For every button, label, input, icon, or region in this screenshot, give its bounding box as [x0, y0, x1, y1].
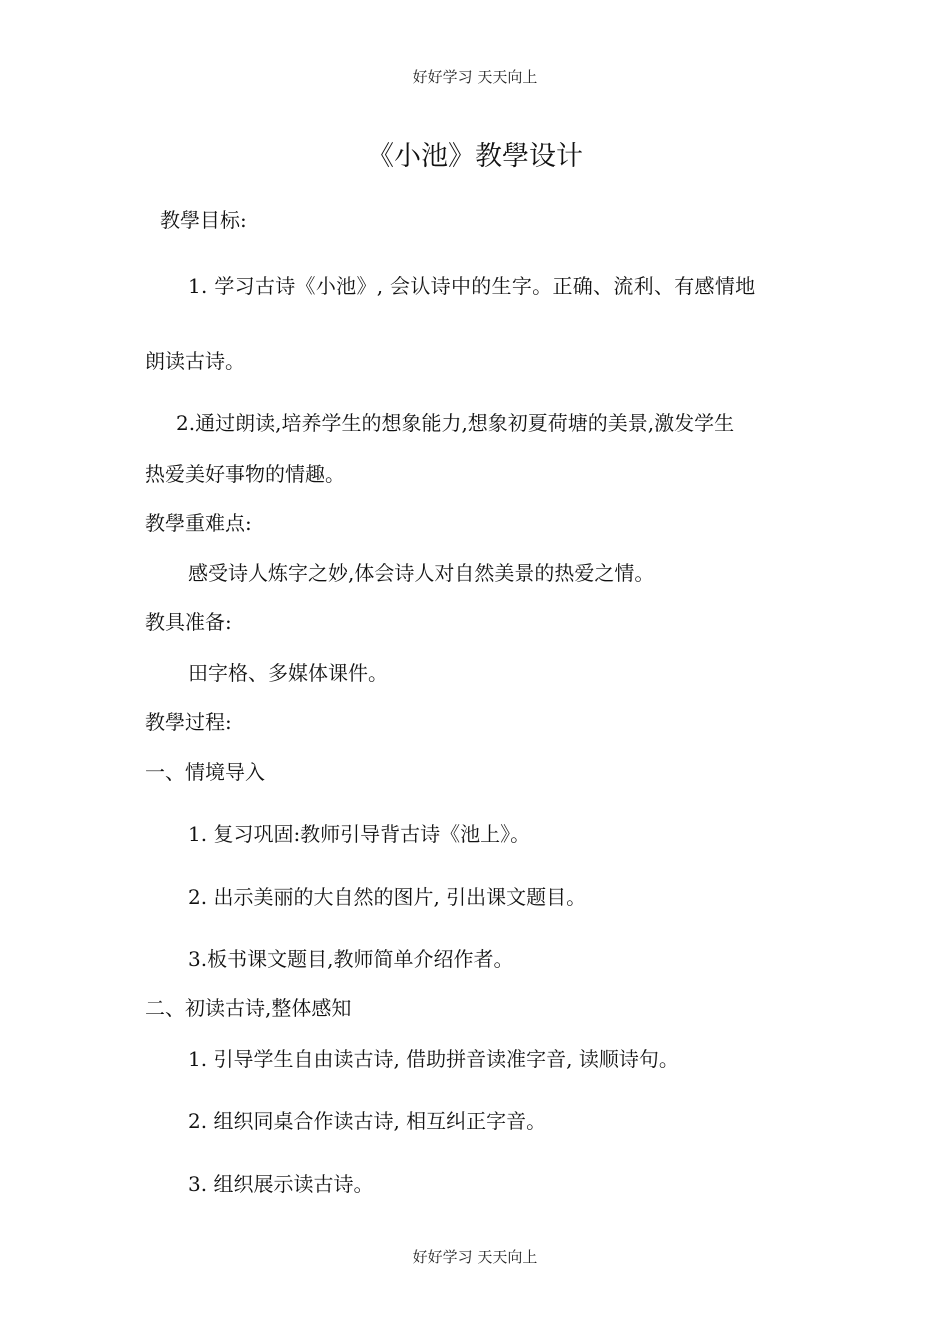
section-heading-key-points: 教學重难点:	[145, 511, 252, 535]
section-heading-materials: 教具准备:	[145, 610, 232, 634]
process-part-1-heading: 一、情境导入	[145, 760, 265, 784]
objective-2-line-2: 热爱美好事物的情趣。	[145, 462, 345, 486]
process-part-1-step-1: 1. 复习巩固:教师引导背古诗《池上》。	[188, 822, 531, 846]
process-part-2-step-3: 3. 组织展示读古诗。	[188, 1172, 374, 1196]
materials-text: 田字格、多媒体课件。	[188, 661, 388, 685]
section-heading-process: 教學过程:	[145, 710, 232, 734]
process-part-1-step-3: 3.板书课文题目,教师简单介绍作者。	[188, 947, 514, 971]
process-part-2-step-2: 2. 组织同桌合作读古诗, 相互纠正字音。	[188, 1109, 547, 1133]
page-footer: 好好学习 天天向上	[412, 1248, 538, 1266]
objective-1-line-2: 朗读古诗。	[145, 349, 245, 373]
document-title: 《小池》教學设计	[367, 141, 583, 172]
process-part-1-step-2: 2. 出示美丽的大自然的图片, 引出课文题目。	[188, 885, 587, 909]
objective-2-line-1: 2.通过朗读,培养学生的想象能力,想象初夏荷塘的美景,激发学生	[176, 411, 735, 435]
page-header: 好好学习 天天向上	[412, 68, 538, 86]
process-part-2-step-1: 1. 引导学生自由读古诗, 借助拼音读准字音, 读顺诗句。	[188, 1047, 679, 1071]
key-points-text: 感受诗人炼字之妙,体会诗人对自然美景的热爱之情。	[188, 561, 655, 585]
process-part-2-heading: 二、初读古诗,整体感知	[145, 996, 352, 1020]
section-heading-objectives: 教學目标:	[160, 208, 247, 232]
objective-1-line-1: 1. 学习古诗《小池》, 会认诗中的生字。正确、流利、有感情地	[188, 274, 756, 298]
